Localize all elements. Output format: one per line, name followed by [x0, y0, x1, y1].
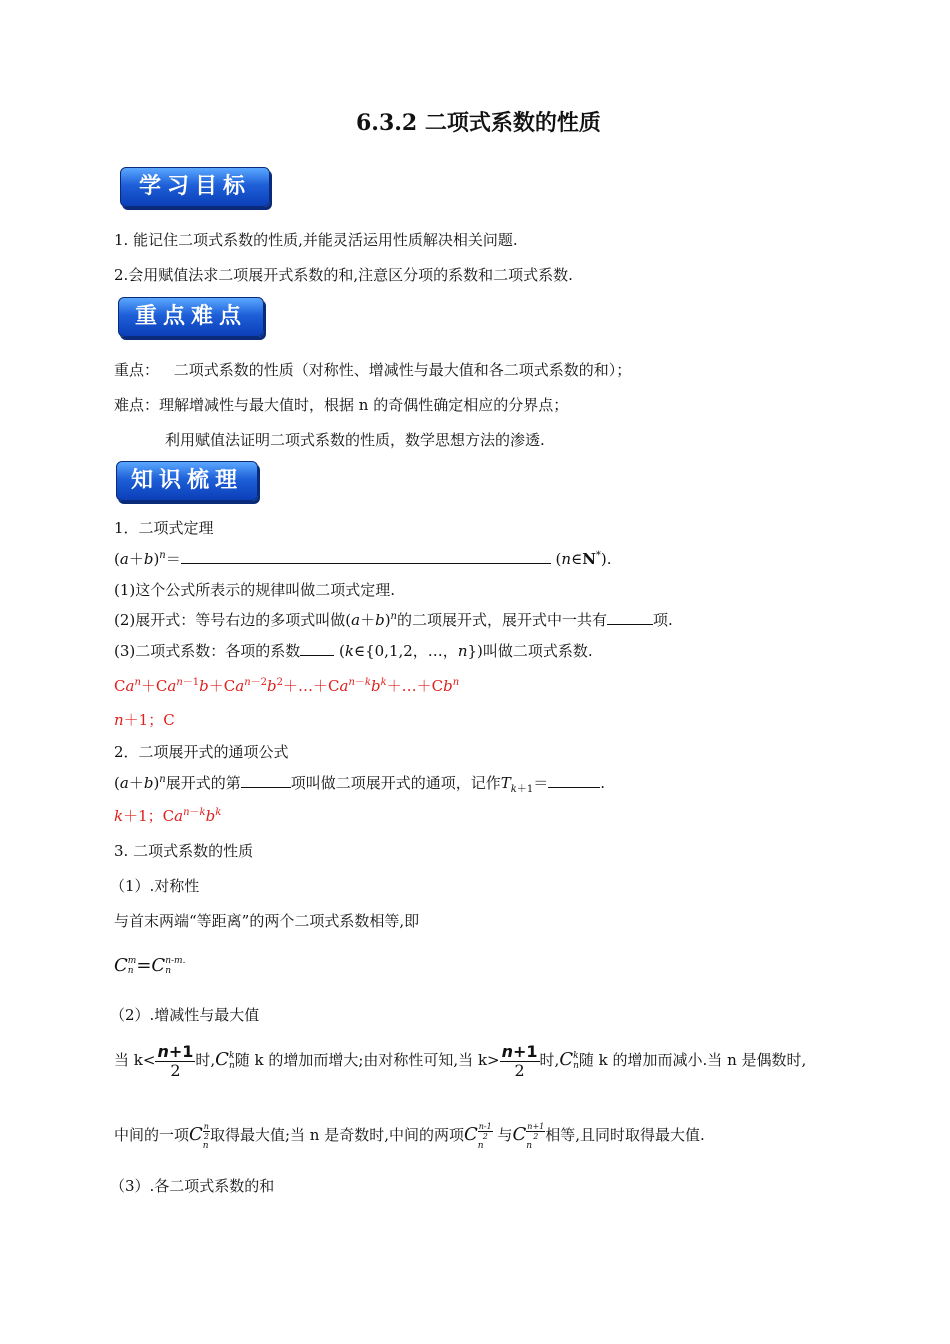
s2-text-b: 项叫做二项展开式的通项，记作: [290, 774, 501, 792]
mono-text-b: 时,: [195, 1051, 216, 1069]
p2-text-b: 的二项展开式，展开式中一共有: [397, 611, 608, 629]
max-value-line: 中间的一项C n 2 n 取得最大值;当 n 是奇数时,中间的两项C n-1 2 n 与C n+1 2 n 相等,且同时取得最大值.: [114, 1121, 705, 1151]
sub1-text: 与首末两端“等距离”的两个二项式系数相等,即: [114, 912, 420, 930]
max-text-g: 取得最大值;当 n 是奇数时,中间的两项: [209, 1126, 464, 1144]
zhongdian-line: [114, 360, 631, 380]
sub2-heading: （2）.增减性与最大值: [110, 1006, 260, 1024]
p2-text-c: 项.: [653, 611, 673, 629]
section3-heading: 3. 二项式系数的性质: [114, 842, 254, 860]
sub1-heading: （1）.对称性: [110, 877, 200, 895]
mono-text-d: 时,: [539, 1051, 560, 1069]
p2-math: $(a+b)^n$: [345, 611, 397, 629]
s2-math: $(a+b)^n$: [114, 774, 166, 792]
sub3-heading: （3）.各二项式系数的和: [110, 1177, 275, 1195]
section1-p3: [114, 641, 593, 661]
half-fraction-1: $\frac{n+1}{2}$: [157, 1041, 194, 1080]
mono-text-c: 随 k 的增加而增大;由对称性可知,当 k>: [234, 1051, 500, 1069]
term-count-blank: [607, 610, 653, 625]
max-text-i: 相等,且同时取得最大值.: [545, 1126, 705, 1144]
term-index-blank: [241, 773, 291, 788]
p3-text-a: (3)二项式系数：各项的系数: [114, 642, 301, 660]
section2-p1: $(a+b)^n$展开式的第 项叫做二项展开式的通项，记作$T_{k+1}=$ .: [114, 774, 606, 795]
section1-heading: 1．二项式定理: [114, 519, 214, 537]
zhongdian-label: 重点：: [114, 361, 160, 379]
nandian-text-2: 利用赋值法证明二项式系数的性质，数学思想方法的渗透.: [165, 431, 545, 449]
p3-text-b: (k∈{0,1,2，…，n})叫做二项式系数.: [339, 642, 593, 660]
max-text-h: 与: [497, 1126, 513, 1144]
general-term-symbol: $T_{k+1}$: [500, 774, 534, 795]
symmetry-formula: C m n =C n-m. n: [114, 955, 186, 976]
monotonic-line: 当 k< $\frac{n+1}{2}$ 时,C k n 随 k 的增加而增大;由对称性可知,当 k> $\frac{n+1}{2}$ 时,C k n 随 k 的增加而减小.当 n 是偶数时,: [114, 1041, 807, 1080]
half-fraction-2: $\frac{n+1}{2}$: [501, 1041, 538, 1080]
nandian-label: 难点：: [114, 396, 160, 414]
banner-objectives: 学习目标: [120, 167, 270, 207]
zhongdian-text: 二项式系数的性质（对称性、增减性与最大值和各二项式系数的和）；: [173, 361, 632, 379]
answer-expansion: $Ca^n+Ca^{n-1}b+Ca^{n-2}b^2+\dots+Ca^{n-k}b^k+\dots+Cb^n$: [114, 677, 460, 695]
coefficient-blank: [300, 641, 334, 656]
max-text-f: 中间的一项: [114, 1126, 190, 1144]
objective-1: 1. 能记住二项式系数的性质,并能灵活运用性质解决相关问题.: [114, 231, 518, 249]
formula-blank: [181, 549, 551, 564]
section2-heading: 2．二项展开式的通项公式: [114, 743, 289, 761]
page-title: 6.3.2 二项式系数的性质: [356, 110, 601, 136]
formula-suffix: (n∈N*).: [555, 550, 612, 568]
mono-text-e: 随 k 的增加而减小.当 n 是偶数时,: [578, 1051, 807, 1069]
answer-count: n＋1；C: [114, 711, 175, 729]
nandian-line: [114, 395, 568, 415]
s2-text-a: 展开式的第: [165, 774, 241, 792]
section1-p1: (1)这个公式所表示的规律叫做二项式定理.: [114, 581, 396, 599]
mono-text-a: 当 k<: [114, 1051, 156, 1069]
binomial-formula-line: [114, 549, 612, 569]
nandian-text: 理解增减性与最大值时，根据 n 的奇偶性确定相应的分界点；: [159, 396, 569, 414]
p2-text-a: (2)展开式：等号右边的多项式叫做: [114, 611, 346, 629]
banner-key-points: 重点难点: [118, 297, 264, 337]
objective-2: 2.会用赋值法求二项展开式系数的和,注意区分项的系数和二项式系数.: [114, 266, 573, 284]
general-term-blank: [548, 773, 600, 788]
banner-knowledge: 知识梳理: [116, 461, 258, 501]
section1-p2: [114, 610, 673, 630]
answer-general-term: k＋1；$Ca^{n-k}b^k$: [114, 807, 222, 825]
binomial-lhs: $(a+b)^n=$: [114, 550, 181, 568]
s2-text-c: ＝: [533, 774, 549, 792]
